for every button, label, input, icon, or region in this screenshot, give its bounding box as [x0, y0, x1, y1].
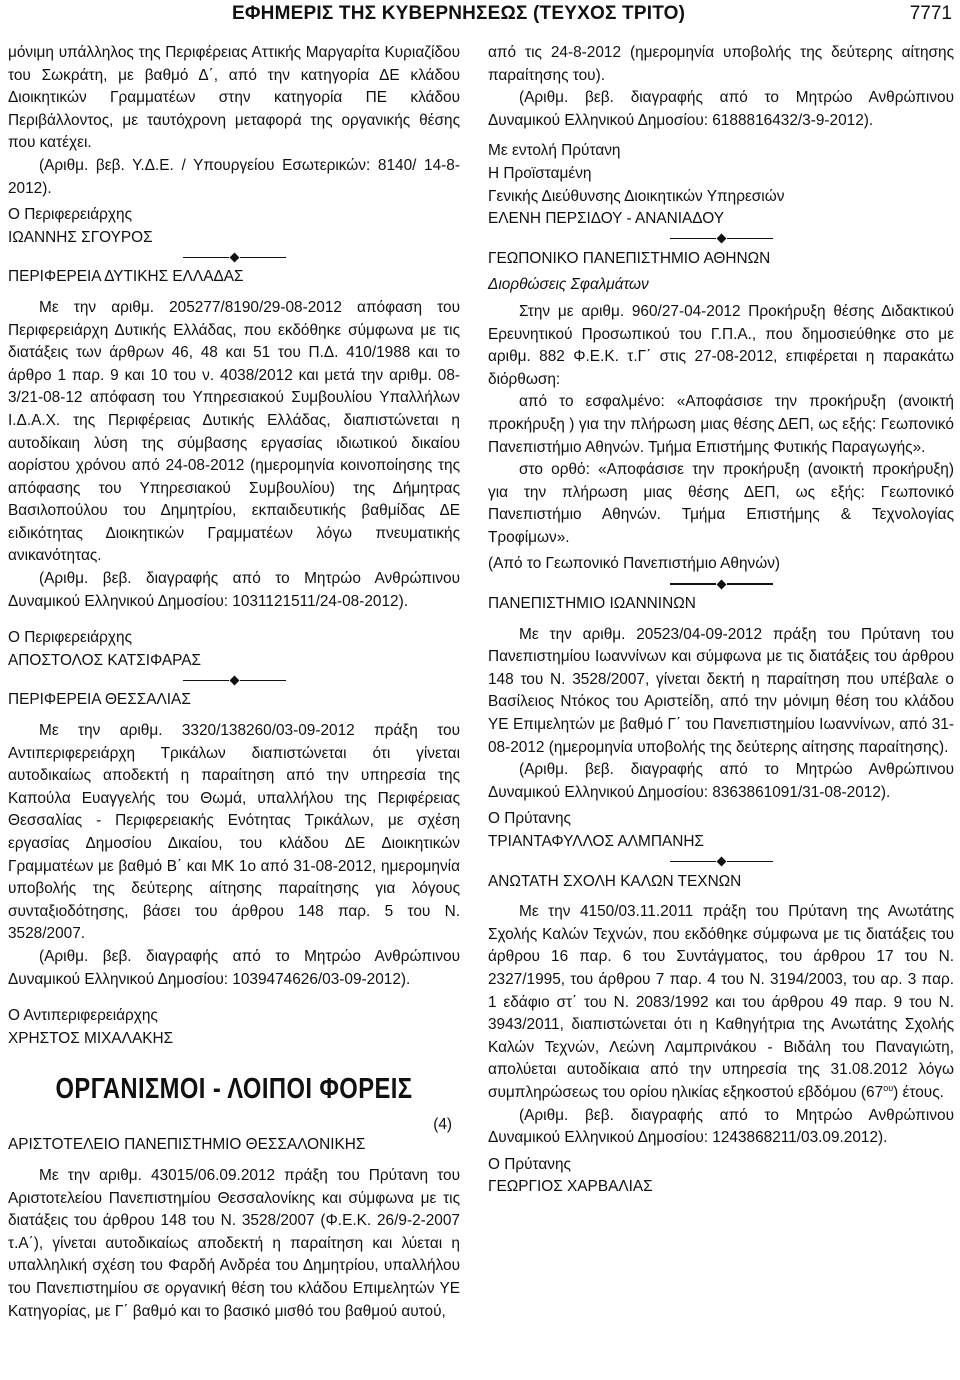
paragraph-text: Με την 4150/03.11.2011 πράξη του Πρύτανη της Ανωτάτης Σχολής Καλών Τεχνών, που εκδόθηκε σύμφωνα με τις διατάξεις του άρθρου 16 παρ. 6 του Συντάγματος, του άρθρου 17 του Ν. 2327/1995, του άρθρου 7 παρ. 4 του Ν. 3194/2003, του αρ. 3 παρ. 1 εδάφιο στ΄ του Ν. 2083/1992 και του άρθρου 49 παρ. 9 του Ν. 3943/2011, διαπιστώνεται ότι η Καθηγήτρια της Ανωτάτης Σχολής Καλών Τεχνών, Λεώνη Λαμπρινάκου - Βιδάλη του Παναγιώτη, απολύεται αυτοδίκαια από την υπηρεσία της 31.08.2012 λόγω συμπληρώσεως του ορίου ηλικίας εξηκοστού εβδόμου (67	[488, 903, 954, 1101]
major-section-heading: ΟΡΓΑΝΙΣΜΟΙ - ΛΟΙΠΟΙ ΦΟΡΕΙΣ	[55, 1073, 413, 1106]
section-heading: ΑΡΙΣΤΟΤΕΛΕΙΟ ΠΑΝΕΠΙΣΤΗΜΙΟ ΘΕΣΣΑΛΟΝΙΚΗΣ	[8, 1136, 366, 1154]
left-column	[8, 42, 460, 1323]
paragraph: από τις 24-8-2012 (ημερομηνία υποβολής της δεύτερης αίτησης παραίτησης του).	[488, 44, 954, 84]
paragraph: Στην με αριθμ. 960/27-04-2012 Προκήρυξη θέσης Διδακτικού Ερευνητικού Προσωπικού του Γ.Π.Α., που δημοσιεύθηκε στο με αριθμ. 882 Φ.Ε.Κ. τ.Γ΄ στις 27-08-2012, επιφέρεται η παρακάτω διόρθωση:	[488, 302, 954, 388]
signature-name: ΓΕΩΡΓΙΟΣ ΧΑΡΒΑΛΙΑΣ	[488, 1178, 653, 1196]
reference-line: (Αριθμ. βεβ. διαγραφής από το Μητρώο Ανθρώπινου Δυναμικού Ελληνικού Δημοσίου: 1243868211/03.09.2012).	[488, 1106, 954, 1147]
section-number: (4)	[433, 1116, 452, 1134]
paragraph: Με την αριθμ. 3320/138260/03-09-2012 πράξη του Αντιπεριφερειάρχη Τρικάλων διαπιστώνεται ότι γίνεται αυτοδικαίως αποδεκτή η παραίτηση από την υπηρεσία της Καπούλα Ευαγγελής του Θωμά, υπαλλήλου της Περιφέρειας Θεσσαλίας - Περιφερειακής Ενότητας Τρικάλων, με σχέση εργασίας Δημοσίου Δικαίου, του κλάδου ΔΕ Διοικητικών Γραμματέων με βαθμό Β΄ και ΜΚ 1ο από 31-08-2012, ημερομηνία υποβολής της δεύτερης αίτησης παραίτησης για λόγους συνταξιοδότησης, βάσει του άρθρου 148 παρ. 5 του Ν. 3528/2007.	[8, 722, 460, 943]
right-column	[488, 42, 954, 1199]
signature-title: Η Προϊσταμένη	[488, 164, 592, 182]
paragraph: Με την αριθμ. 43015/06.09.2012 πράξη του Πρύτανη του Αριστοτελείου Πανεπιστημίου Θεσσαλονίκης και σύμφωνα με τις διατάξεις του άρθρου 148 του Ν. 3528/2007 (Φ.Ε.Κ. 26/9-2-2007 τ.Α΄), γίνεται αυτοδικαίως αποδεκτή η παραίτηση και λύεται η υπαλληλική σχέση του Φαρδή Ανδρέα του Δημητρίου, υπαλλήλου του Πανεπιστημίου σε οργανική θέση του κλάδου Επιμελητών ΥΕ Κατηγορίας, με Γ΄ βαθμό και το βασικό μισθό του βαθμού αυτού,	[8, 1166, 460, 1320]
paragraph-text: ) έτους.	[893, 1083, 944, 1101]
paragraph: από το εσφαλμένο: «Αποφάσισε την προκήρυξη (ανοικτή προκήρυξη ) για την πλήρωση μιας θέσης ΔΕΠ, ως εξής: Γεωπονικό Πανεπιστήμιο Αθηνών. Τμήμα Επιστήμης Φυτικής Παραγωγής».	[488, 393, 954, 456]
section-heading: ΠΑΝΕΠΙΣΤΗΜΙΟ ΙΩΑΝΝΙΝΩΝ	[488, 595, 696, 613]
signature-name: ΙΩΑΝΝΗΣ ΣΓΟΥΡΟΣ	[8, 228, 153, 246]
reference-line: (Αριθμ. βεβ. διαγραφής από το Μητρώο Ανθρώπινου Δυναμικού Ελληνικού Δημοσίου: 8363861091/31-08-2012).	[488, 761, 954, 801]
signature-title: Ο Πρύτανης	[488, 1155, 571, 1173]
signature-name: ΤΡΙΑΝΤΑΦΥΛΛΟΣ ΑΛΜΠΑΝΗΣ	[488, 833, 704, 850]
signature-title: Ο Περιφερειάρχης	[8, 206, 132, 224]
signature-name: ΧΡΗΣΤΟΣ ΜΙΧΑΛΑΚΗΣ	[8, 1029, 174, 1047]
signature-title: Ο Αντιπεριφερειάρχης	[8, 1007, 158, 1025]
signature-title: Με εντολή Πρύτανη	[488, 142, 621, 160]
diamond-separator	[488, 578, 954, 590]
diamond-separator	[488, 233, 954, 245]
diamond-separator	[488, 856, 954, 868]
diamond-separator	[8, 674, 460, 686]
page-header	[0, 0, 960, 34]
gazette-title: ΕΦΗΜΕΡΙΣ ΤΗΣ ΚΥΒΕΡΝΗΣΕΩΣ (ΤΕΥΧΟΣ ΤΡΙΤΟ)	[232, 3, 686, 24]
reference-line: (Αριθμ. βεβ. διαγραφής από το Μητρώο Ανθρώπινου Δυναμικού Ελληνικού Δημοσίου: 1039474626/03-09-2012).	[8, 947, 460, 988]
section-heading: ΑΝΩΤΑΤΗ ΣΧΟΛΗ ΚΑΛΩΝ ΤΕΧΝΩΝ	[488, 872, 742, 890]
signature-name: ΕΛΕΝΗ ΠΕΡΣΙΔΟΥ - ΑΝΑΝΙΑΔΟΥ	[488, 210, 724, 228]
paragraph: Με την αριθμ. 20523/04-09-2012 πράξη του Πρύτανη του Πανεπιστημίου Ιωαννίνων και σύμφωνα με τις διατάξεις του άρθρου 148 του Ν. 3528/2007, γίνεται δεκτή η παραίτηση που υπέβαλε ο Βασίλειος Ντόκος του Αριστείδη, από την μόνιμη θέση του κλάδου ΥΕ Επιμελητών με βαθμό Γ΄ του Πανεπιστημίου Ιωαννίνων, από 31-08-2012 (ημερομηνία υποβολής της δεύτερης αίτησης παραίτησης).	[488, 625, 954, 756]
page-number: 7771	[909, 3, 952, 24]
signature-title: Ο Πρύτανης	[488, 810, 571, 828]
section-subheading: Διορθώσεις Σφαλμάτων	[488, 276, 649, 294]
paragraph: μόνιμη υπάλληλος της Περιφέρειας Αττικής Μαργαρίτα Κυριαζίδου του Σωκράτη, με βαθμό Δ΄, από την κατηγορία ΔΕ κλάδου Διοικητικών Γραμματέων στην κατηγορία ΠΕ κλάδου Περιβάλλοντος, με ταυτόχρονη μεταφορά της οργανικής θέσης που κατέχει.	[8, 44, 460, 152]
source-line: (Από το Γεωπονικό Πανεπιστήμιο Αθηνών)	[488, 555, 781, 573]
reference-line: (Αριθμ. βεβ. Υ.Δ.Ε. / Υπουργείου Εσωτερικών: 8140/ 14-8-2012).	[8, 156, 460, 197]
paragraph: στο ορθό: «Αποφάσισε την προκήρυξη (ανοικτή προκήρυξη) για την πλήρωση μιας θέσης ΔΕΠ, ως εξής: Γεωπονικό Πανεπιστήμιο Αθηνών. Τμήμα Επιστήμης & Τεχνολογίας Τροφίμων».	[488, 461, 954, 546]
reference-line: (Αριθμ. βεβ. διαγραφής από το Μητρώο Ανθρώπινου Δυναμικού Ελληνικού Δημοσίου: 6188816432/3-9-2012).	[488, 89, 954, 129]
section-heading: ΓΕΩΠΟΝΙΚΟ ΠΑΝΕΠΙΣΤΗΜΙΟ ΑΘΗΝΩΝ	[488, 249, 771, 267]
signature-title: Ο Περιφερειάρχης	[8, 629, 132, 647]
section-heading: ΠΕΡΙΦΕΡΕΙΑ ΘΕΣΣΑΛΙΑΣ	[8, 691, 191, 709]
section-heading: ΠΕΡΙΦΕΡΕΙΑ ΔΥΤΙΚΗΣ ΕΛΛΑΔΑΣ	[8, 268, 244, 286]
paragraph	[488, 901, 954, 1104]
signature-name: ΑΠΟΣΤΟΛΟΣ ΚΑΤΣΙΦΑΡΑΣ	[8, 651, 201, 669]
ordinal-superscript: ου	[883, 1082, 894, 1093]
paragraph: Με την αριθμ. 205277/8190/29-08-2012 απόφαση του Περιφερειάρχη Δυτικής Ελλάδας, που εκδόθηκε σύμφωνα με τις διατάξεις των άρθρων 46, 48 και 51 του Π.Δ. 410/1988 και το άρθρο 1 παρ. 9 και 10 του ν. 4038/2012 και μετά την αριθμ. 08-3/21-08-12 απόφαση του Υπηρεσιακού Συμβουλίου Υπαλλήλων Ι.Δ.Α.Χ. της Περιφέρειας Δυτικής Ελλάδας, διαπιστώνεται η αυτοδίκαιη λύση της σύμβασης εργασίας ιδιωτικού δικαίου αορίστου χρόνου από 24-08-2012 (ημερομηνία κοινοποίησης της απόφασης του Υπηρεσιακού Συμβουλίου) της Δήμητρας Βασιλοπούλου του Δημητρίου, εκπαιδευτικής βαθμίδας ΔΕ ειδικότητας Διοικητικών Γραμματέων λόγω πνευματικής ανικανότητας.	[8, 298, 460, 565]
signature-title: Γενικής Διεύθυνσης Διοικητικών Υπηρεσιών	[488, 187, 785, 205]
reference-line: (Αριθμ. βεβ. διαγραφής από το Μητρώο Ανθρώπινου Δυναμικού Ελληνικού Δημοσίου: 1031121511/24-08-2012).	[8, 570, 460, 610]
diamond-separator	[8, 251, 460, 263]
